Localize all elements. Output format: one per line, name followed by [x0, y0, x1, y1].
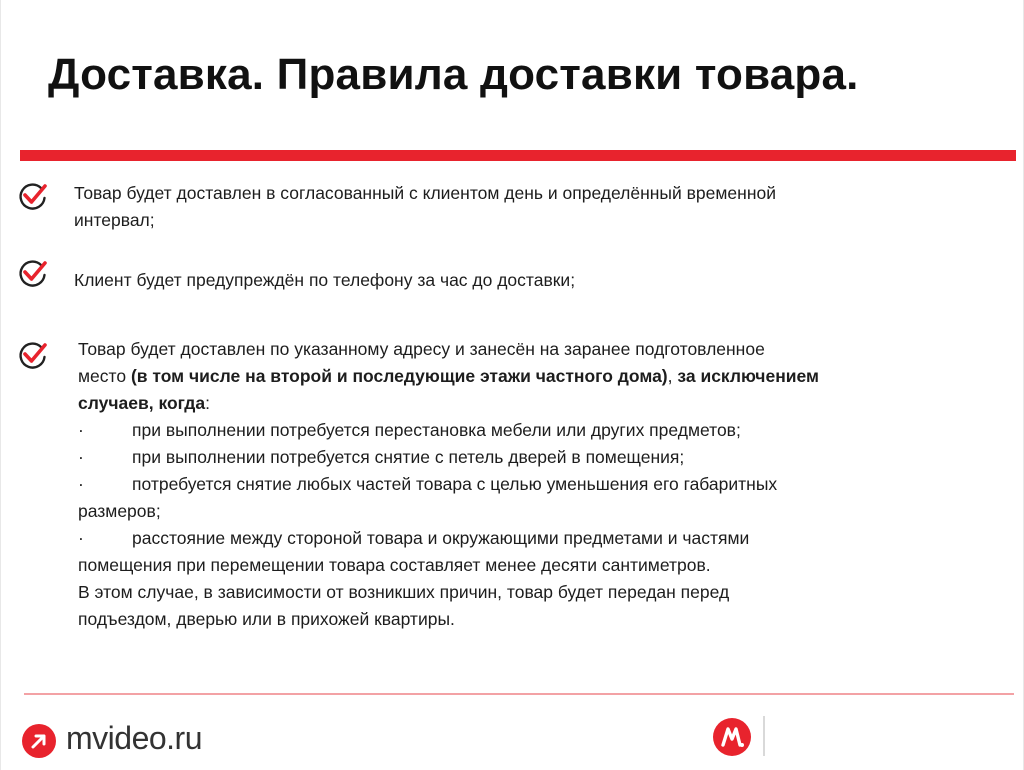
intro-bold-cases: случаев, когда: [78, 393, 206, 413]
sub-bullet-marker: ·: [78, 420, 84, 440]
sub-item-3: [78, 471, 958, 498]
check-circle-icon: [18, 259, 48, 289]
intro-bold-clause: (в том числе на второй и последующие этажи частного дома): [130, 366, 668, 386]
sub-item-1-text: при выполнении потребуется перестановка мебели или других предметов;: [132, 420, 741, 440]
sub-item-3-text: потребуется снятие любых частей товара с целью уменьшения его габаритных: [132, 474, 778, 494]
sub-item-1: [78, 417, 958, 444]
bullet-1-text: [74, 180, 954, 234]
bullet-2-check: [18, 259, 48, 289]
bullet-3-intro-line-2: [78, 363, 958, 390]
bullet-1-line-1: Товар будет доставлен в согласованный с клиентом день и определённый временной: [74, 183, 776, 203]
sub-item-4: [78, 525, 958, 552]
footer-divider: [24, 693, 1014, 695]
sub-item-2: [78, 444, 958, 471]
bullet-1-line-2: интервал;: [74, 210, 155, 230]
bullet-3-text: [78, 336, 958, 633]
bullet-3-intro-line-1: Товар будет доставлен по указанному адресу и занесён на заранее подготовленное: [78, 339, 765, 359]
sub-item-4-cont: помещения при перемещении товара составляет менее десяти сантиметров.: [78, 555, 711, 575]
check-circle-icon: [18, 182, 48, 212]
bullet-3-check: [18, 341, 48, 371]
intro-bold-exception: за исключением: [677, 366, 819, 386]
sub-item-3-cont: размеров;: [78, 501, 161, 521]
sub-bullet-marker: ·: [78, 474, 84, 494]
sub-bullet-marker: ·: [78, 528, 84, 548]
bullet-3-outro-line-1: В этом случае, в зависимости от возникших причин, товар будет передан перед: [78, 582, 730, 602]
sub-item-4-text: расстояние между стороной товара и окружающими предметами и частями: [132, 528, 750, 548]
intro-text: место: [78, 366, 131, 386]
bullet-3-intro-line-3: [78, 390, 958, 417]
intro-comma: ,: [667, 366, 678, 386]
m-video-logo-icon: [713, 718, 751, 756]
bullet-2-text: Клиент будет предупреждён по телефону за час до доставки;: [74, 270, 576, 290]
check-circle-icon: [18, 341, 48, 371]
arrow-circle-icon: [22, 724, 56, 758]
brand-name: mvideo.ru: [66, 720, 202, 756]
sub-item-2-text: при выполнении потребуется снятие с петель дверей в помещения;: [132, 447, 685, 467]
logo-divider: [763, 716, 765, 756]
sub-bullet-marker: ·: [78, 447, 84, 467]
bullet-1-check: [18, 182, 48, 212]
intro-colon: :: [205, 393, 211, 413]
title-divider: [20, 150, 1016, 161]
slide-left-border: [0, 0, 1, 770]
slide-title: Доставка. Правила доставки товара.: [48, 50, 859, 99]
bullet-3-outro-line-2: подъездом, дверью или в прихожей квартиры.: [78, 609, 455, 629]
